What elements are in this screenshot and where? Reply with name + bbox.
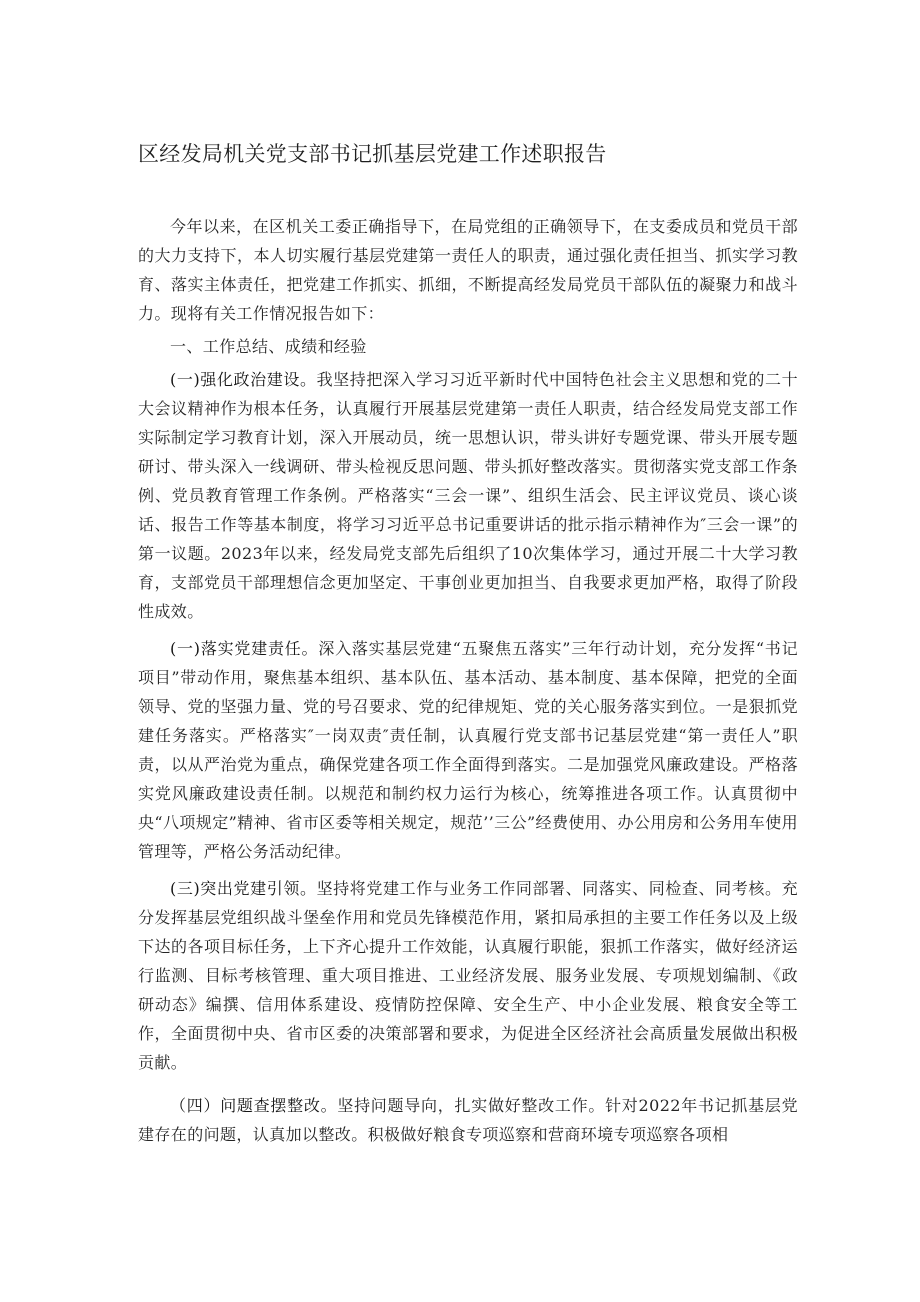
item-lead-4: （四）问题查摆整改。	[170, 1096, 338, 1115]
item-text-4: 坚持问题导向，扎实做好整改工作。针对2022年书记抓基层党建存在的问题，认真加以整改。积极做好粮食专项巡察和营商环境专项巡察各项相	[138, 1096, 798, 1144]
item-paragraph-2	[138, 634, 798, 866]
intro-paragraph: 今年以来，在区机关工委正确指导下，在局党组的正确领导下，在支委成员和党员干部的大力支持下，本人切实履行基层党建第一责任人的职责，通过强化责任担当、抓实学习教育、落实主体责任，把党建工作抓实、抓细，不断提高经发局党员干部队伍的凝聚力和战斗力。现将有关工作情况报告如下：	[138, 217, 798, 323]
item-paragraph-3	[138, 874, 798, 1077]
item-lead-1: (一)强化政治建设。	[170, 370, 317, 389]
item-text-2: 深入落实基层党建“五聚焦五落实”三年行动计划，充分发挥“书记项目”带动作用，聚焦基本组织、基本队伍、基本活动、基本制度、基本保障，把党的全面领导、党的坚强力量、党的号召要求、党的纪律规矩、党的关心服务落实到位。一是狠抓党建任务落实。严格落实″一岗双责″责任制，认真履行党支部书记基层党建“第一责任人”职责，以从严治党为重点，确保党建各项工作全面得到落实。二是加强党风廉政建设。严格落实党风廉政建设责任制。以规范和制约权力运行为核心，统筹推进各项工作。认真贯彻中央“八项规定”精神、省市区委等相关规定，规范’’三公”经费使用、办公用房和公务用车使用管理等，严格公务活动纪律。	[138, 639, 798, 861]
item-text-3: 坚持将党建工作与业务工作同部署、同落实、同检查、同考核。充分发挥基层党组织战斗堡垒作用和党员先锋模范作用，紧扣局承担的主要工作任务以及上级下达的各项目标任务，上下齐心提升工作效能，认真履行职能，狠抓工作落实，做好经济运行监测、目标考核管理、重大项目推进、工业经济发展、服务业发展、专项规划编制、《政研动态》编撰、信用体系建设、疫情防控保障、安全生产、中小企业发展、粮食安全等工作，全面贯彻中央、省市区委的决策部署和要求，为促进全区经济社会高质量发展做出积极贡献。	[138, 879, 798, 1072]
item-lead-3: (三)突出党建引领。	[170, 879, 317, 898]
item-lead-2: (一)落实党建责任。	[170, 639, 319, 658]
item-paragraph-1	[138, 365, 798, 626]
document-title: 区经发局机关党支部书记抓基层党建工作述职报告	[138, 142, 607, 166]
section-heading: 一、工作总结、成绩和经验	[170, 337, 367, 356]
item-paragraph-4	[138, 1091, 798, 1149]
item-text-1: 我坚持把深入学习习近平新时代中国特色社会主义思想和党的二十大会议精神作为根本任务，认真履行开展基层党建第一责任人职责，结合经发局党支部工作实际制定学习教育计划，深入开展动员，统一思想认识，带头讲好专题党课、带头开展专题研讨、带头深入一线调研、带头检视反思问题、带头抓好整改落实。贯彻落实党支部工作条例、党员教育管理工作条例。严格落实“三会一课”、组织生活会、民主评议党员、谈心谈话、报告工作等基本制度，将学习习近平总书记重要讲话的批示指示精神作为″三会一课”的第一议题。2023年以来，经发局党支部先后组织了10次集体学习，通过开展二十大学习教育，支部党员干部理想信念更加坚定、干事创业更加担当、自我要求更加严格，取得了阶段性成效。	[138, 370, 798, 621]
document-body	[138, 212, 798, 1149]
